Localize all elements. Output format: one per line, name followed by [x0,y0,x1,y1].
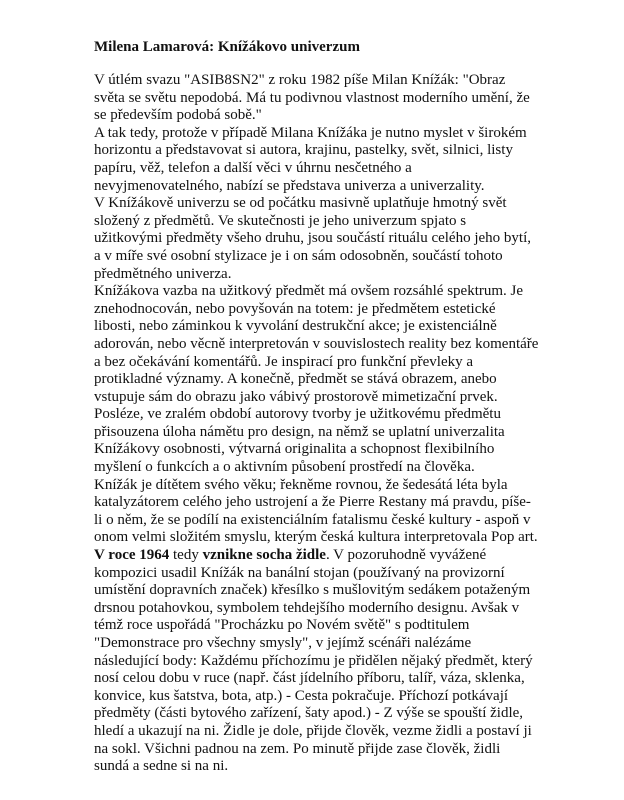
text-line: protikladné významy. A konečně, předmět se stává obrazem, anebo [94,371,497,388]
bold-year: V roce 1964 [94,547,170,564]
normal-fragment: . V pozoruhodně vyvážené [325,547,487,564]
mixed-text-line [94,547,554,565]
text-line: znehodnocován, nebo povyšován na totem: je předmětem estetické [94,300,496,317]
document-title: Milena Lamarová: Knížákovo univerzum [94,39,360,55]
text-line: užitkovými předměty všeho druhu, jsou součástí rituálu celého jeho bytí, [94,230,531,247]
text-line: témž roce uspořádá "Procházku po Novém světě" s podtitulem [94,617,470,634]
body-text [94,72,554,776]
text-line: přisouzena úloha námětu pro design, na němž se uplatní univerzalita [94,423,505,440]
text-line: světa se světu nepodobá. Má tu podivnou vlastnost moderního umění, že [94,89,530,106]
text-line: hledí a ukazují na ni. Židle je dole, přijde člověk, vezme židli a postaví ji [94,722,532,739]
text-line: sundá a sedne si na ni. [94,758,229,775]
text-line: konvice, kus šatstva, bota, atp.) - Cesta pokračuje. Příchozí potkávají [94,687,509,704]
text-line: umístění dopravních značek) křesílko s mušlovitým sedákem potaženým [94,582,531,599]
text-line: a v míře své osobní stylizace je i on sám odosobněn, součástí tohoto [94,247,503,264]
text-line: drsnou potahovkou, symbolem tehdejšího moderního designu. Avšak v [94,599,520,616]
text-line: horizontu a představovat si autora, krajinu, pastelky, svět, silnici, listy [94,142,513,159]
text-line: katalyzátorem celého jeho ustrojení a že Pierre Restany má pravdu, píše- [94,494,531,511]
text-line: se především podobá sobě." [94,107,262,124]
text-line: Posléze, ve zralém období autorovy tvorby je užitkovému předmětu [94,406,501,423]
text-line: A tak tedy, protože v případě Milana Knížáka je nutno myslet v širokém [94,124,527,141]
text-line: nosí celou dobu v ruce (např. část jídelního příboru, talíř, váza, sklenka, [94,670,525,687]
text-line: kompozici usadil Knížák na banální stojan (používaný na provizorní [94,564,505,581]
text-line: Knížákovy osobnosti, výtvarná originalita a schopnost flexibilního [94,441,495,458]
text-line: následující body: Každému příchozímu je přidělen nějaký předmět, který [94,652,533,669]
text-line: Knížákova vazba na užitkový předmět má ovšem rozsáhlé spektrum. Je [94,283,524,300]
text-line: onom velmi složitém smyslu, kterým česká kultura interpretovala Pop art. [94,529,538,546]
normal-fragment: tedy [169,547,203,564]
text-line: V útlém svazu "ASIB8SN2" z roku 1982 píše Milan Knížák: "Obraz [94,72,506,88]
text-line: "Demonstrace pro všechny smysly", v jejímž scénáři nalézáme [94,635,472,651]
text-line: a bez očekávání komentářů. Je inspirací pro funkční převleky a [94,353,474,370]
text-line: složený z předmětů. Ve skutečnosti je jeho univerzum spjato s [94,212,467,229]
bold-phrase: vznikne socha židle [202,547,326,564]
text-line: nevyjmenovatelného, nabízí se představa univerza a univerzality. [94,177,485,194]
text-line: adorován, nebo věcně interpretován v souvislostech reality bez komentáře [94,335,539,352]
text-line: předmětného univerza. [94,265,232,282]
text-line: Knížák je dítětem svého věku; řekněme rovnou, že šedesátá léta byla [94,476,508,493]
text-line: libosti, nebo záminkou k vyvolání destrukční akce; je existenciálně [94,318,497,335]
text-line: V Knížákově univerzu se od počátku masivně uplatňuje hmotný svět [94,195,507,212]
text-line: na sokl. Všichni padnou na zem. Po minutě přijde zase člověk, židli [94,740,501,757]
text-line: li o něm, že se podílí na existenciálním fatalismu české kultury - aspoň v [94,511,531,528]
text-line: myšlení o funkcích a o aktivním působení prostředí na člověka. [94,459,475,476]
text-line: papíru, věž, telefon a další věci v úhrnu nesčetného a [94,159,412,176]
text-line: předměty (části bytového zařízení, šaty apod.) - Z výše se spouští židle, [94,705,524,722]
text-line: vstupuje sám do obrazu jako vábivý prostorově mimetizační prvek. [94,388,498,405]
